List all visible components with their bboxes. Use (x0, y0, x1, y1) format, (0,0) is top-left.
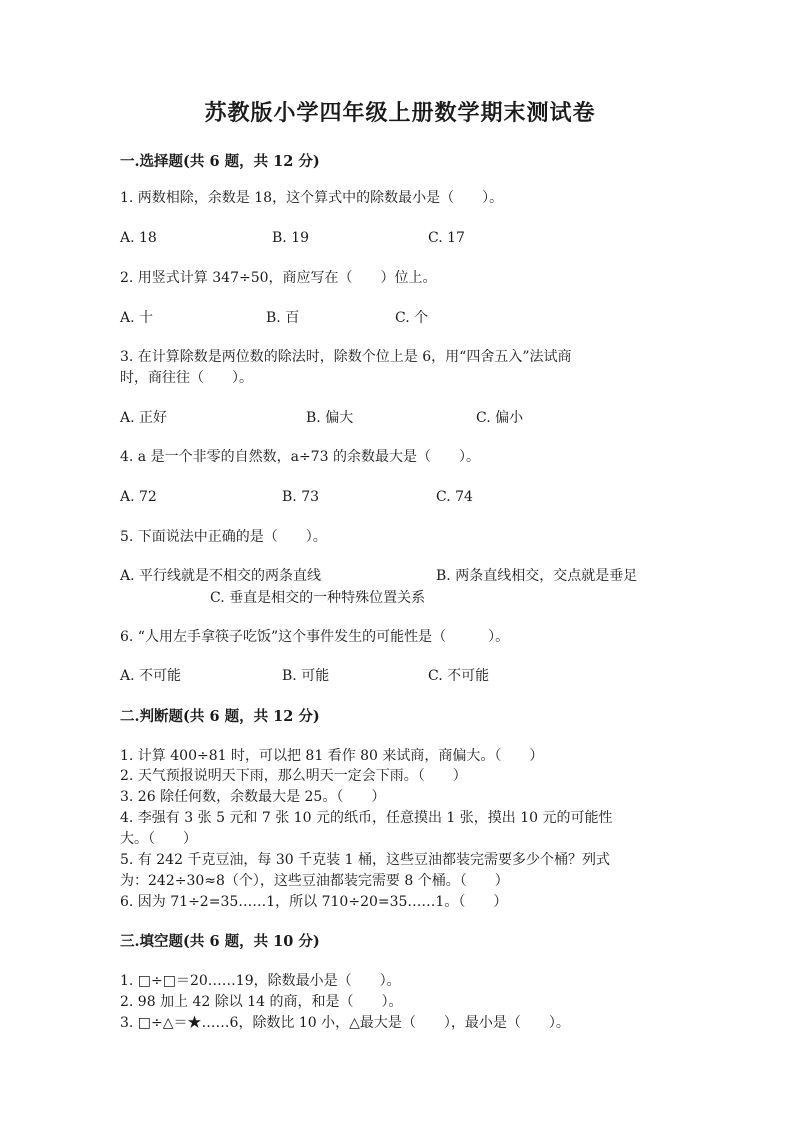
question-text: 2. 用竖式计算 347÷50，商应写在（ ）位上。 (120, 270, 437, 286)
fill-line: 3. □÷△＝★……6，除数比 10 小，△最大是（ ），最小是（ ）。 (120, 1015, 570, 1031)
fill-line: 1. □÷□＝20……19，除数最小是（ ）。 (120, 973, 401, 989)
option-c: C. 74 (436, 489, 473, 505)
option-c: C. 偏小 (476, 410, 524, 426)
question-text: 3. 在计算除数是两位数的除法时，除数个位上是 6，用“四舍五入”法试商 (120, 349, 572, 365)
option-b: B. 两条直线相交，交点就是垂足 (436, 568, 638, 584)
page-title: 苏教版小学四年级上册数学期末测试卷 (204, 100, 596, 126)
option-b: B. 73 (282, 489, 320, 505)
judgment-line: 2. 天气预报说明天下雨，那么明天一定会下雨。（ ） (120, 768, 467, 784)
option-c: C. 垂直是相交的一种特殊位置关系 (210, 590, 426, 606)
option-a: A. 18 (120, 230, 157, 246)
question-text-continued: 时，商往往（ ）。 (120, 370, 253, 386)
judgment-line: 为：242÷30≈8（个），这些豆油都装完需要 8 个桶。（ ） (120, 873, 509, 889)
question-text: 1. 两数相除，余数是 18，这个算式中的除数最小是（ ）。 (120, 190, 504, 206)
option-a: A. 平行线就是不相交的两条直线 (120, 568, 322, 584)
judgment-line: 1. 计算 400÷81 时，可以把 81 看作 80 来试商，商偏大。（ ） (120, 748, 544, 764)
judgment-line: 4. 李强有 3 张 5 元和 7 张 10 元的纸币，任意摸出 1 张，摸出 10 元的可能性 (120, 810, 613, 826)
option-a: A. 不可能 (120, 668, 182, 684)
option-b: B. 百 (266, 310, 300, 326)
option-c: C. 个 (395, 310, 429, 326)
section-heading-judgment: 二.判断题(共 6 题，共 12 分) (120, 708, 320, 725)
option-b: B. 偏大 (306, 410, 354, 426)
judgment-line: 大。（ ） (120, 831, 197, 847)
section-heading-choice: 一.选择题(共 6 题，共 12 分) (120, 153, 320, 170)
option-a: A. 正好 (120, 410, 168, 426)
question-text: 6. “人用左手拿筷子吃饭”这个事件发生的可能性是（ ）。 (120, 629, 510, 645)
judgment-line: 3. 26 除任何数，余数最大是 25。（ ） (120, 789, 386, 805)
option-b: B. 19 (272, 230, 310, 246)
judgment-line: 6. 因为 71÷2=35……1，所以 710÷20=35……1。（ ） (120, 894, 508, 910)
judgment-line: 5. 有 242 千克豆油，每 30 千克装 1 桶，这些豆油都装完需要多少个桶？列式 (120, 852, 610, 868)
fill-line: 2. 98 加上 42 除以 14 的商，和是（ ）。 (120, 994, 403, 1010)
question-text: 4. a 是一个非零的自然数，a÷73 的余数最大是（ ）。 (120, 449, 480, 465)
option-c: C. 不可能 (428, 668, 490, 684)
option-a: A. 72 (120, 489, 157, 505)
question-text: 5. 下面说法中正确的是（ ）。 (120, 529, 327, 545)
option-c: C. 17 (428, 230, 465, 246)
section-heading-fill: 三.填空题(共 6 题，共 10 分) (120, 933, 320, 950)
option-a: A. 十 (120, 310, 154, 326)
option-b: B. 可能 (282, 668, 330, 684)
